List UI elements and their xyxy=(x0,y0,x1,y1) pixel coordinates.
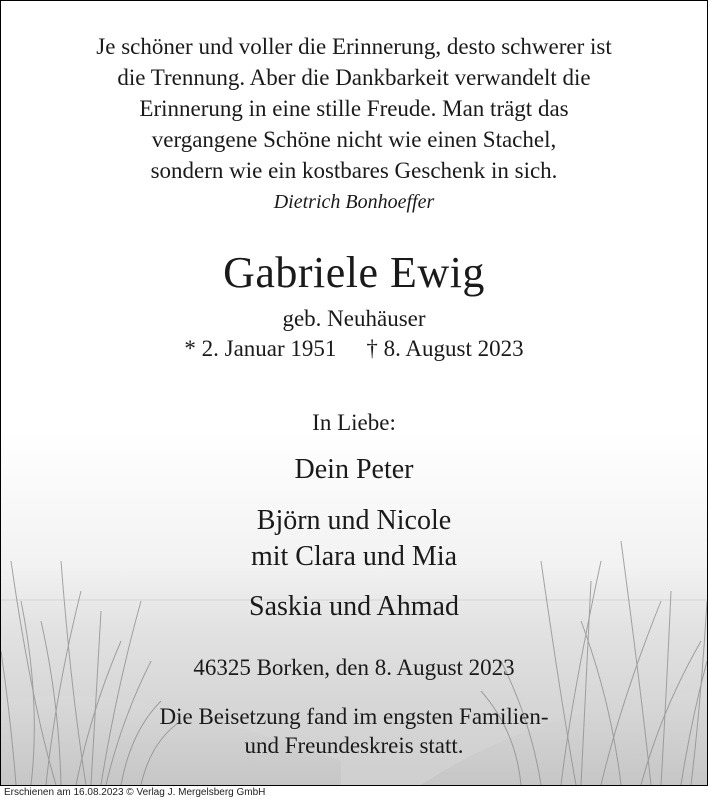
mourner-name: Saskia und Ahmad xyxy=(249,591,459,622)
mourner-name: Dein Peter xyxy=(294,454,414,485)
quote-author: Dietrich Bonhoeffer xyxy=(273,191,435,213)
burial-note-line: Die Beisetzung fand im engsten Familien- xyxy=(159,704,549,729)
birth-date: * 2. Januar 1951 xyxy=(184,336,337,361)
quote-line: sondern wie ein kostbares Geschenk in sich. xyxy=(150,158,558,183)
quote-line: die Trennung. Aber die Dankbarkeit verwandelt die xyxy=(117,65,591,90)
life-dates xyxy=(1,336,707,362)
publication-footer: Erschienen am 16.08.2023 © Verlag J. Mergelsberg GmbH xyxy=(4,787,266,798)
place-and-date: 46325 Borken, den 8. August 2023 xyxy=(193,655,515,680)
deceased-name: Gabriele Ewig xyxy=(223,248,485,297)
mourner-name: mit Clara und Mia xyxy=(250,541,458,572)
birth-name: geb. Neuhäuser xyxy=(282,306,426,331)
quote-line: Je schöner und voller die Erinnerung, desto schwerer ist xyxy=(96,34,612,59)
quote-line: Erinnerung in eine stille Freude. Man trägt das xyxy=(139,96,569,121)
death-date: † 8. August 2023 xyxy=(366,336,524,361)
mourner-name: Björn und Nicole xyxy=(256,505,452,536)
mourners-intro: In Liebe: xyxy=(312,410,396,435)
burial-note-line: und Freundeskreis statt. xyxy=(244,733,464,758)
quote-line: vergangene Schöne nicht wie einen Stachel, xyxy=(151,127,557,152)
